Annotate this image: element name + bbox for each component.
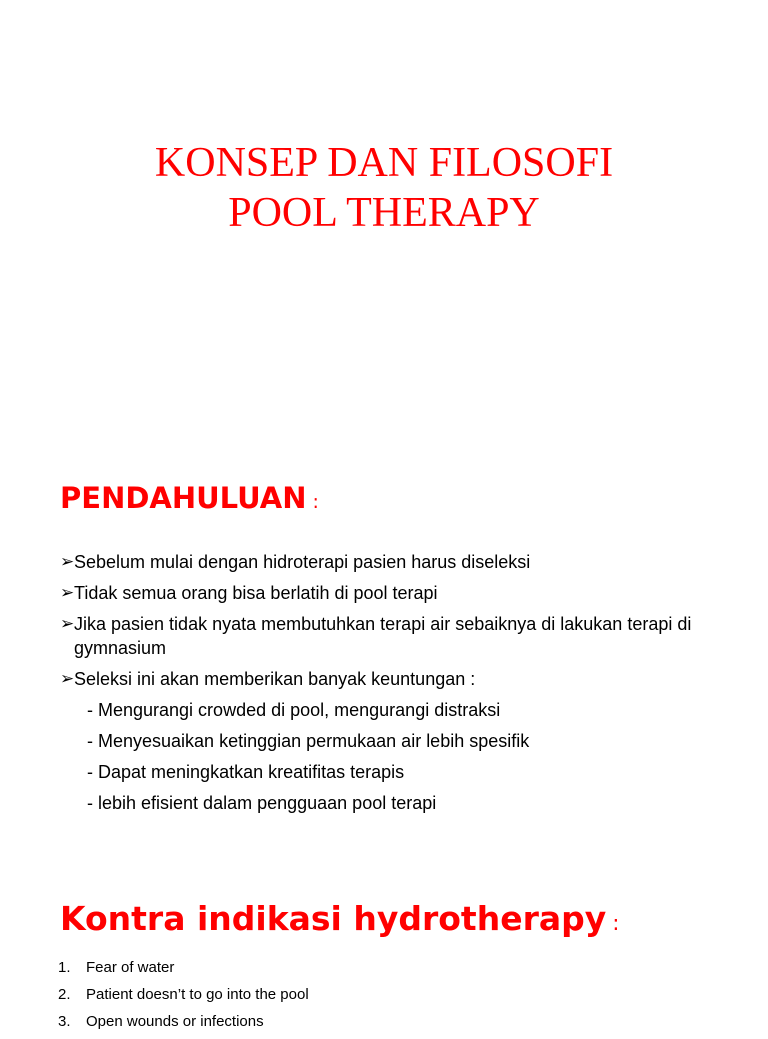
arrow-bullet-icon: ➢	[60, 552, 75, 571]
arrow-bullet-icon: ➢	[60, 669, 75, 688]
list-item-text: Seleksi ini akan memberikan banyak keuntungan :	[74, 669, 476, 689]
numbered-item	[58, 1012, 309, 1032]
arrow-bullet-icon: ➢	[60, 614, 75, 633]
sub-list-item: - Menyesuaikan ketinggian permukaan air lebih spesifik	[87, 731, 530, 751]
sub-list-item: - Mengurangi crowded di pool, mengurangi distraksi	[87, 700, 501, 720]
item-number: 3.	[58, 1013, 71, 1030]
list-item-text: Sebelum mulai dengan hidroterapi pasien harus diseleksi	[74, 552, 531, 572]
kontra-indikasi-list	[58, 958, 309, 1039]
sub-list-item: - Dapat meningkatkan kreatifitas terapis	[87, 762, 405, 782]
slide-title	[0, 138, 768, 238]
section-heading-text: Kontra indikasi hydrotherapy	[60, 899, 607, 938]
arrow-bullet-icon: ➢	[60, 583, 75, 602]
item-number: 2.	[58, 986, 71, 1003]
item-number: 1.	[58, 959, 71, 976]
section-heading-kontra-indikasi	[60, 898, 620, 945]
item-text: Patient doesn’t to go into the pool	[86, 986, 309, 1003]
list-item	[60, 612, 740, 660]
pendahuluan-list	[60, 550, 740, 822]
list-item-text: Tidak semua orang bisa berlatih di pool terapi	[74, 583, 438, 603]
numbered-item	[58, 985, 309, 1005]
item-text: Open wounds or infections	[86, 1013, 264, 1030]
section-heading-colon: :	[312, 492, 319, 513]
sub-list-item: - lebih efisient dalam pengguaan pool terapi	[87, 793, 437, 813]
section-heading-text: PENDAHULUAN	[60, 481, 307, 515]
slide-title-line-1: KONSEP DAN FILOSOFI	[154, 140, 614, 186]
list-item	[60, 581, 740, 605]
list-item	[60, 550, 740, 574]
list-item-text: Jika pasien tidak nyata membutuhkan terapi air sebaiknya di lakukan terapi di gymnasium	[74, 614, 692, 658]
section-heading-pendahuluan	[60, 480, 319, 521]
slide-title-line-2: POOL THERAPY	[228, 190, 540, 236]
item-text: Fear of water	[86, 959, 175, 976]
list-item	[60, 667, 740, 691]
numbered-item	[58, 958, 309, 978]
section-heading-colon: :	[612, 911, 620, 936]
